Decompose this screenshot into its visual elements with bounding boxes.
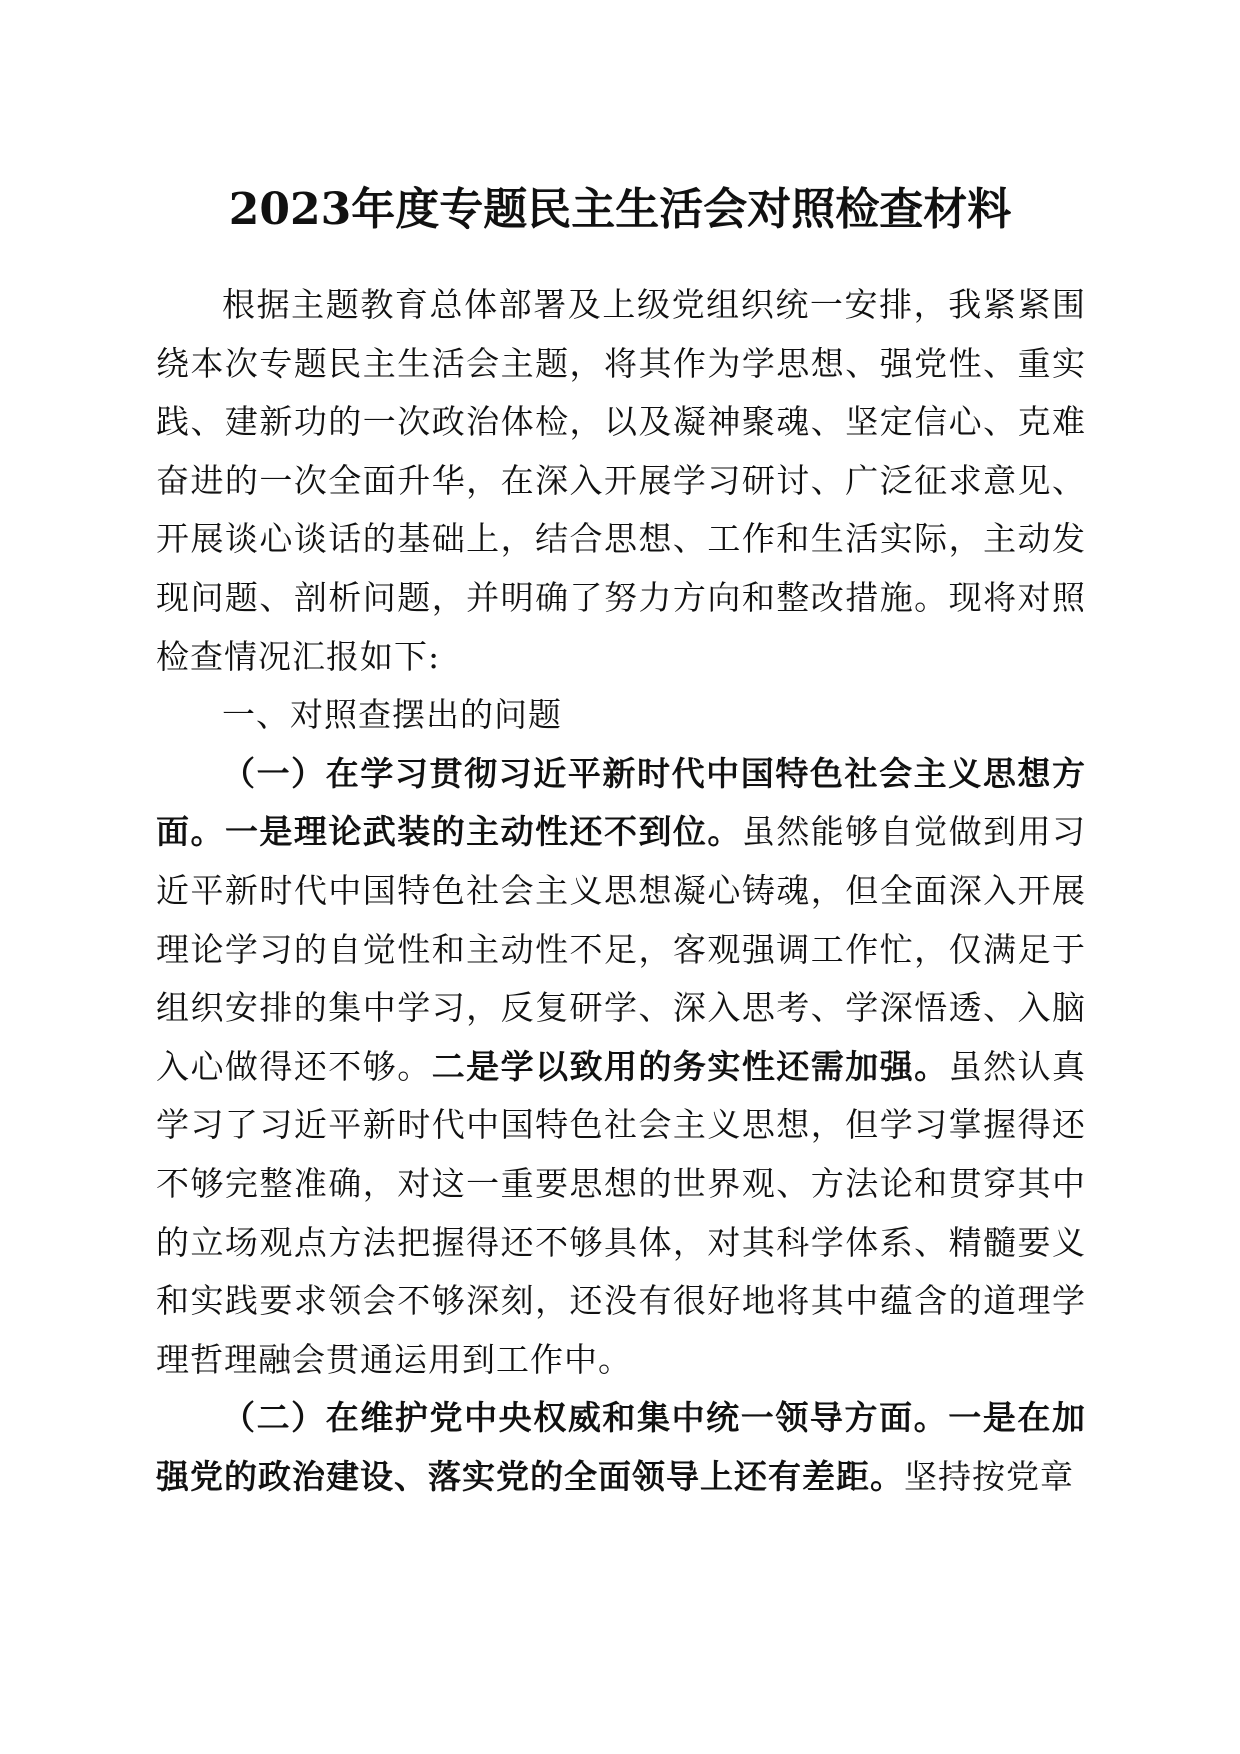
intro-paragraph: 根据主题教育总体部署及上级党组织统一安排，我紧紧围绕本次专题民主生活会主题，将其作为学思想、强党性、重实践、建新功的一次政治体检，以及凝神聚魂、坚定信心、克难奋进的一次全面升华，在深入开展学习研讨、广泛征求意见、开展谈心谈话的基础上，结合思想、工作和生活实际，主动发现问题、剖析问题，并明确了努力方向和整改措施。现将对照检查情况汇报如下: [156,285,1086,676]
document-body [156,276,1086,1506]
item-1-heading: （一）在学习贯彻习近平新时代中国特色社会主义思想方面。 [156,753,1086,852]
item-1-point-1-title: 一是理论武装的主动性还不到位。 [224,812,742,852]
item-2-point-1-title: 一是在加强党的政治建设、落实党的全面领导上还有差距。 [156,1398,1087,1496]
item-2-heading: （二）在维护党中央权威和集中统一领导方面。 [222,1398,949,1438]
section-heading: 一、对照查摆出的问题 [222,695,562,735]
item-1-paragraph [156,745,1086,1390]
item-1-point-2-text: 虽然认真学习了习近平新时代中国特色社会主义思想，但学习掌握得还不够完整准确，对这一重要思想的世界观、方法论和贯穿其中的立场观点方法把握得还不够具体，对其科学体系、精髓要义和实践要求领会不够深刻，还没有很好地将其中蕴含的道理学理哲理融会贯通运用到工作中。 [156,1046,1087,1379]
item-2-point-1-text: 坚持按党章 [904,1456,1074,1496]
document-title: 2023年度专题民主生活会对照检查材料 [228,184,1012,235]
item-1-point-1-text: 虽然能够自觉做到用习近平新时代中国特色社会主义思想凝心铸魂，但全面深入开展理论学习的自觉性和主动性不足，客观强调工作忙，仅满足于组织安排的集中学习，反复研学、深入思考、学深悟透、入脑入心做得还不够。 [156,812,1087,1086]
item-1-point-2-title: 二是学以致用的务实性还需加强。 [431,1046,949,1086]
item-2-paragraph [156,1389,1086,1506]
